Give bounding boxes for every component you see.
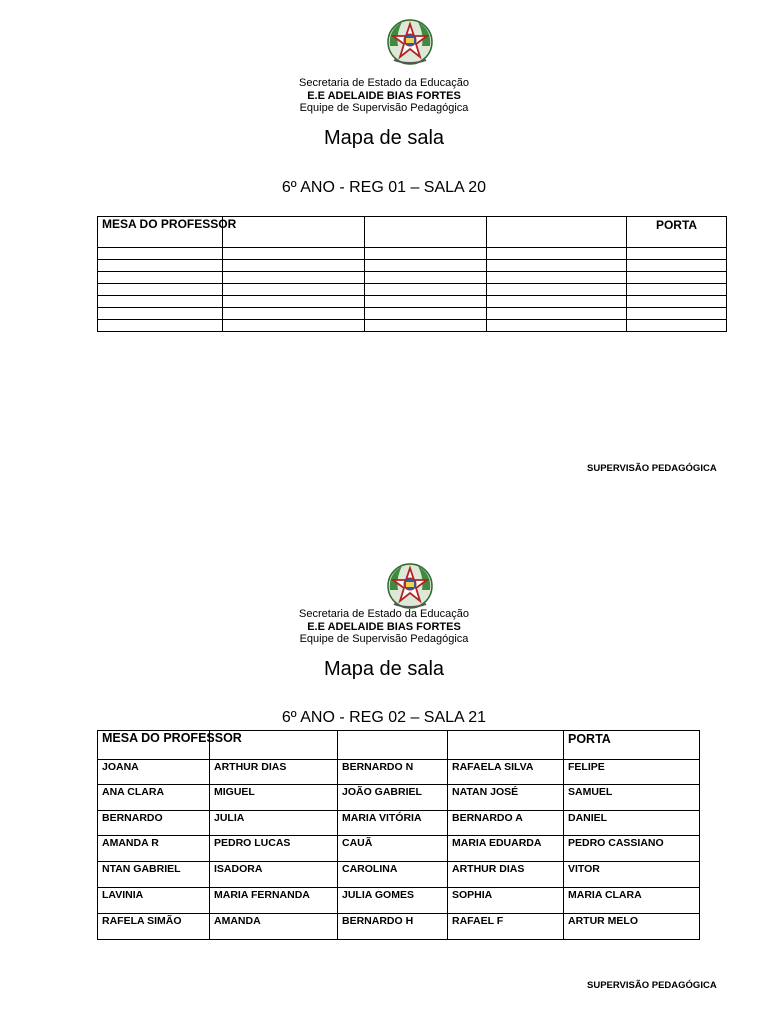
table-cell (448, 731, 564, 760)
teacher-desk-cell (98, 217, 237, 248)
table-cell (223, 248, 365, 260)
table-cell: FELIPE (564, 760, 700, 785)
door-label: PORTA (655, 218, 698, 232)
table-cell (487, 272, 627, 284)
table-cell (627, 296, 727, 308)
table-row (98, 272, 727, 284)
table-row (98, 296, 727, 308)
door-label: PORTA (568, 732, 611, 746)
table-cell: LAVINIA (98, 888, 210, 914)
table-cell (223, 308, 365, 320)
table-cell (223, 272, 365, 284)
table-cell (98, 248, 223, 260)
table-cell (223, 217, 365, 248)
table-cell (487, 296, 627, 308)
table-cell: MARIA VITÓRIA (338, 811, 448, 836)
table-cell (627, 248, 727, 260)
school-header (0, 77, 768, 115)
table-cell (627, 308, 727, 320)
table-cell: PEDRO CASSIANO (564, 836, 700, 862)
table-row (98, 836, 700, 862)
table-cell (627, 260, 727, 272)
table-cell: RAFAEL F (448, 914, 564, 940)
table-cell: SOPHIA (448, 888, 564, 914)
team-name: Equipe de Supervisão Pedagógica (299, 102, 469, 114)
table-cell: AMANDA (210, 914, 338, 940)
table-row (98, 888, 700, 914)
class-label: 6º ANO - REG 01 – SALA 20 (281, 179, 487, 196)
table-cell (98, 308, 223, 320)
seating-table (97, 730, 700, 940)
table-cell: JULIA (210, 811, 338, 836)
door-cell (627, 217, 727, 248)
table-cell: ANA CLARA (98, 785, 210, 811)
page-title: Mapa de sala (323, 658, 445, 680)
table-cell: NTAN GABRIEL (98, 862, 210, 888)
table-cell: MARIA CLARA (564, 888, 700, 914)
table-cell: PEDRO LUCAS (210, 836, 338, 862)
table-cell: CAUÃ (338, 836, 448, 862)
table-cell (365, 308, 487, 320)
table-cell (627, 284, 727, 296)
table-cell: CAROLINA (338, 862, 448, 888)
table-cell: BERNARDO N (338, 760, 448, 785)
school-header (0, 608, 768, 646)
table-cell (487, 217, 627, 248)
table-cell (487, 284, 627, 296)
table-cell (98, 260, 223, 272)
table-cell (487, 248, 627, 260)
table-cell (365, 284, 487, 296)
table-cell: VITOR (564, 862, 700, 888)
table-cell: NATAN JOSÉ (448, 785, 564, 811)
table-cell (365, 296, 487, 308)
seating-table (97, 216, 727, 332)
table-header-row (98, 217, 727, 248)
table-cell (98, 296, 223, 308)
table-row (98, 811, 700, 836)
table-cell: SAMUEL (564, 785, 700, 811)
table-cell: BERNARDO A (448, 811, 564, 836)
table-row (98, 308, 727, 320)
table-cell (487, 320, 627, 332)
table-header-row (98, 731, 700, 760)
table-cell (98, 272, 223, 284)
table-cell (365, 320, 487, 332)
table-cell (98, 320, 223, 332)
table-cell: DANIEL (564, 811, 700, 836)
table-row (98, 248, 727, 260)
class-label: 6º ANO - REG 02 – SALA 21 (281, 709, 487, 726)
table-row (98, 914, 700, 940)
school-name: E.E ADELAIDE BIAS FORTES (307, 620, 461, 633)
table-cell (223, 296, 365, 308)
table-cell: JULIA GOMES (338, 888, 448, 914)
team-name: Equipe de Supervisão Pedagógica (299, 633, 469, 645)
table-cell (365, 272, 487, 284)
state-coat-of-arms-emblem (384, 16, 436, 68)
table-row (98, 760, 700, 785)
table-cell (487, 260, 627, 272)
table-cell: AMANDA R (98, 836, 210, 862)
table-cell (223, 320, 365, 332)
table-cell (98, 284, 223, 296)
table-cell (365, 217, 487, 248)
table-row (98, 320, 727, 332)
table-cell: RAFELA SIMÃO (98, 914, 210, 940)
table-cell: ARTHUR DIAS (448, 862, 564, 888)
table-cell (487, 308, 627, 320)
table-cell: RAFAELA SILVA (448, 760, 564, 785)
teacher-desk-cell (98, 731, 242, 760)
table-cell: JOÃO GABRIEL (338, 785, 448, 811)
table-cell: BERNARDO H (338, 914, 448, 940)
table-cell: BERNARDO (98, 811, 210, 836)
table-row (98, 284, 727, 296)
table-body (98, 248, 727, 332)
table-body (98, 760, 700, 940)
page-title: Mapa de sala (323, 127, 445, 149)
department-name: Secretaria de Estado da Educação (298, 608, 469, 620)
table-cell: MARIA EDUARDA (448, 836, 564, 862)
table-cell: ARTUR MELO (564, 914, 700, 940)
table-row (98, 260, 727, 272)
department-name: Secretaria de Estado da Educação (298, 77, 469, 89)
table-cell (338, 731, 448, 760)
table-cell (365, 260, 487, 272)
footer-signature: SUPERVISÃO PEDAGÓGICA (587, 980, 717, 991)
teacher-desk-label: MESA DO PROFESSOR (102, 217, 237, 231)
table-cell: MIGUEL (210, 785, 338, 811)
table-cell: ISADORA (210, 862, 338, 888)
table-cell: JOANA (98, 760, 210, 785)
teacher-desk-label: MESA DO PROFESSOR (102, 731, 242, 745)
school-name: E.E ADELAIDE BIAS FORTES (307, 89, 461, 102)
table-row (98, 785, 700, 811)
door-cell (564, 731, 700, 760)
table-cell (223, 284, 365, 296)
table-cell (223, 260, 365, 272)
table-cell (627, 272, 727, 284)
table-cell (627, 320, 727, 332)
footer-signature: SUPERVISÃO PEDAGÓGICA (587, 463, 717, 474)
table-row (98, 862, 700, 888)
table-cell: MARIA FERNANDA (210, 888, 338, 914)
table-cell (365, 248, 487, 260)
state-coat-of-arms-emblem (384, 560, 436, 612)
table-cell: ARTHUR DIAS (210, 760, 338, 785)
